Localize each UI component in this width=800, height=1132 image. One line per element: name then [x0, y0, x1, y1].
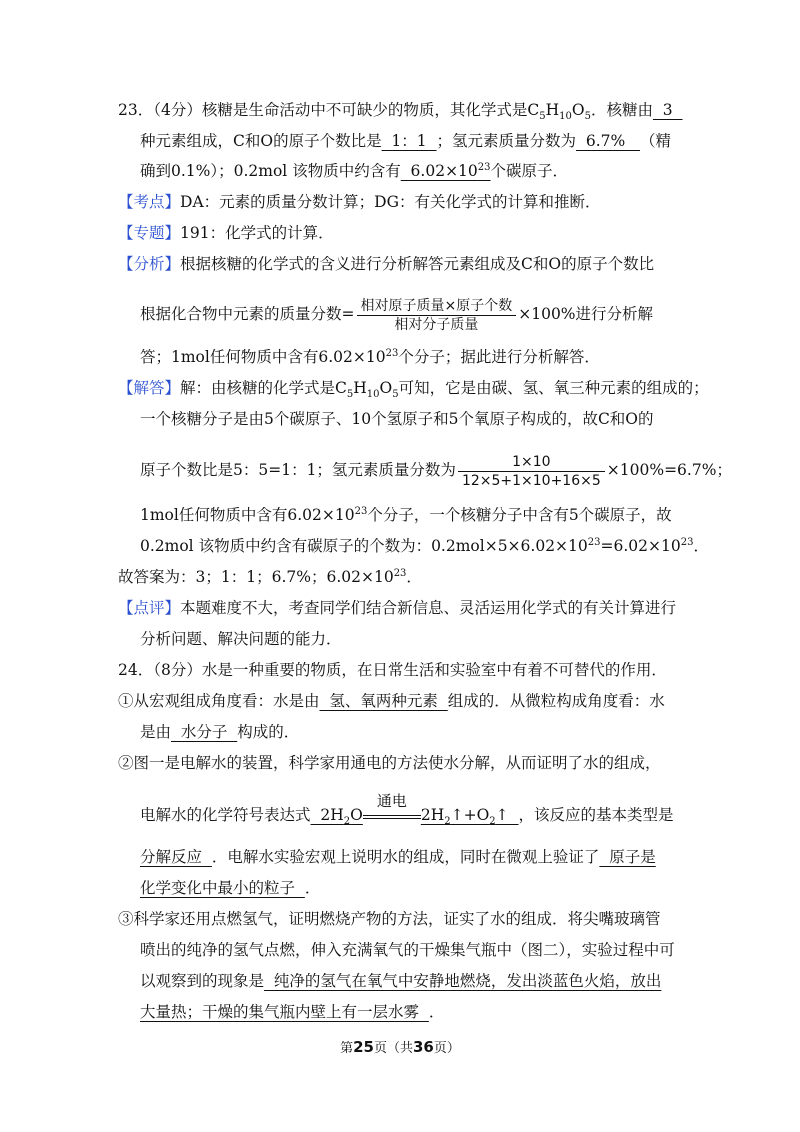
jieda-text: O [379, 379, 393, 397]
q23-jieda-line2 [140, 408, 654, 430]
eq-reactant: 2H [310, 806, 344, 824]
subscript: 5 [392, 389, 399, 401]
q23-sub: 5 [539, 111, 546, 123]
q24-text: ，该反应的基本类型是 [518, 806, 674, 824]
mass-fraction-formula [357, 297, 517, 334]
q23-line2 [140, 130, 671, 152]
electrolysis-equation [310, 792, 519, 828]
q24-text: ．电解水实验宏观上说明水的组成，同时在微观上验证了 [211, 848, 600, 866]
jieda-text: 0.2mol 该物质中约含有碳原子的个数为：0.2mol×5×6.02×10 [140, 537, 588, 555]
q24-part2-line3 [140, 846, 656, 868]
footer-text: 第 [340, 1041, 354, 1056]
equation-line [363, 815, 421, 816]
jieda-text: 1mol任何物质中含有6.02×10 [140, 506, 355, 524]
q24-answer-elements: 氢、氧两种元素 [319, 692, 448, 710]
formula-numerator: 1×10 [458, 453, 605, 472]
q24-answer-molecule: 水分子 [171, 723, 238, 741]
eq-product: ↑ [495, 806, 519, 824]
q23-kaodian [118, 191, 600, 213]
q23-intro: 23．（4分）核糖是生命活动中不可缺少的物质，其化学式是C [118, 101, 540, 119]
q23-sub: 10 [559, 111, 572, 123]
fenxi-text: 根据核糖的化学式的含义进行分析解答元素组成及C和O的原子个数比 [180, 255, 655, 273]
q23-text: 确到0.1%）；0.2mol 该物质中约含有 [140, 162, 401, 180]
q24-text: 构成的． [237, 723, 300, 741]
q23-jieda-line4 [140, 504, 672, 526]
q23-sub: 5 [584, 111, 591, 123]
reaction-condition-arrow [363, 792, 421, 826]
q24-part1-line1 [118, 690, 665, 712]
q23-line1 [118, 99, 683, 121]
dianping-text: 分析问题、解决问题的能力． [140, 630, 342, 648]
eq-product: ↑+O [450, 806, 490, 824]
q24-intro: 24．（8分）水是一种重要的物质，在日常生活和实验室中有着不可替代的作用． [118, 661, 667, 679]
q23-jieda-line5 [140, 535, 709, 557]
q23-text: H [545, 101, 560, 119]
dianping-tag: 【点评】 [118, 599, 181, 617]
q23-fenxi-line1 [118, 253, 654, 275]
q24-text: 以观察到的现象是 [140, 972, 265, 990]
eq-reactant: O [350, 806, 363, 824]
page-footer [0, 1037, 800, 1056]
q24-part3-line2 [140, 939, 675, 961]
eq-product: 2H [420, 806, 445, 824]
exponent: 23 [385, 347, 399, 359]
exponent: 23 [354, 505, 368, 517]
equation-line [363, 818, 421, 819]
q23-dianping-line2 [140, 628, 342, 650]
q23-text: ；氢元素质量分数为 [436, 132, 577, 150]
q23-fenxi-line3 [140, 346, 600, 368]
fenxi-text: ×100%进行分析解 [518, 305, 654, 323]
q24-answer-phenomenon-cont: 大量热；干燥的集气瓶内壁上有一层水雾 [140, 1003, 429, 1021]
q23-text: 个碳原子． [490, 162, 569, 180]
q24-answer-phenomenon: 纯净的氢气在氧气中安静地燃烧，发出淡蓝色火焰，放出 [264, 972, 662, 990]
fenxi-text: 答；1mol任何物质中含有6.02×10 [140, 348, 386, 366]
q23-dianping-line1 [118, 597, 676, 619]
dianping-text: 本题难度不大，考查同学们结合新信息、灵活运用化学式的有关计算进行 [180, 599, 677, 617]
subscript: 2 [489, 816, 496, 828]
q23-zhuanti [118, 222, 334, 244]
jieda-text: H [353, 379, 367, 397]
q23-answer-element-count: 3 [652, 101, 683, 119]
jieda-text: 个分子，一个核糖分子中含有5个碳原子，故 [367, 506, 672, 524]
q24-text: ③科学家还用点燃氢气，证明燃烧产物的方法，证实了水的组成．将尖嘴玻璃管 [118, 910, 661, 928]
jieda-text: ． [693, 537, 709, 555]
q23-jieda-line1 [118, 377, 709, 399]
q23-jieda-line3 [140, 452, 732, 490]
exponent: 23 [393, 567, 407, 579]
jieda-text: 解：由核糖的化学式是C [180, 379, 347, 397]
q24-text: 组成的．从微粒构成角度看：水 [447, 692, 665, 710]
exponent: 23 [587, 536, 601, 548]
q24-head [118, 659, 667, 681]
q24-part3-line3 [140, 970, 661, 992]
q23-answer-ratio: 1：1 [381, 132, 437, 150]
q23-final-answer [118, 566, 422, 588]
reaction-condition: 通电 [376, 792, 407, 810]
hydrogen-fraction-formula [458, 453, 605, 490]
q24-text: ． [304, 879, 321, 897]
q24-answer-atom: 原子是 [599, 848, 656, 866]
page-total: 36 [413, 1038, 434, 1056]
jieda-text: ×100%=6.7%； [606, 461, 732, 479]
jieda-text: 一个核糖分子是由5个碳原子、10个氢原子和5个氧原子构成的，故C和O的 [140, 410, 654, 428]
exponent: 23 [680, 536, 694, 548]
q24-part2-line2 [140, 792, 674, 828]
q24-text: ． [428, 1003, 445, 1021]
q24-text: 喷出的纯净的氢气点燃，伸入充满氧气的干燥集气瓶中（图二），实验过程中可 [140, 941, 675, 959]
subscript: 5 [346, 389, 354, 401]
footer-text: 页（共 [373, 1041, 413, 1056]
q23-text: 种元素组成，C和O的原子个数比是 [140, 132, 382, 150]
q24-part2-line4 [140, 877, 320, 899]
q24-text: ②图一是电解水的装置，科学家用通电的方法使水分解，从而证明了水的组成， [118, 754, 661, 772]
jieda-tag: 【解答】 [118, 379, 181, 397]
q24-text: 是由 [140, 723, 172, 741]
zhuanti-tag: 【专题】 [118, 224, 181, 242]
q23-answer-base: 6.02×10 [400, 162, 478, 180]
q24-text: ①从宏观组成角度看：水是由 [118, 692, 320, 710]
zhuanti-text: 191：化学式的计算． [180, 224, 334, 242]
answer-text: 故答案为：3；1：1；6.7%；6.02×10 [118, 568, 394, 586]
q24-part3-line1 [118, 908, 661, 930]
jieda-text: 原子个数比是5：5=1：1；氢元素质量分数为 [140, 461, 456, 479]
kaodian-tag: 【考点】 [118, 193, 181, 211]
q24-answer-atom-cont: 化学变化中最小的粒子 [140, 879, 305, 897]
answer-text: ． [406, 568, 422, 586]
subscript: 2 [343, 816, 351, 828]
formula-denominator: 12×5+1×10+16×5 [461, 472, 601, 489]
q24-part3-line4 [140, 1001, 444, 1023]
subscript: 2 [444, 816, 451, 828]
subscript: 10 [366, 389, 380, 401]
fenxi-text: 根据化合物中元素的质量分数= [140, 305, 355, 323]
kaodian-text: DA：元素的质量分数计算；DG：有关化学式的计算和推断． [180, 193, 601, 211]
q23-text: O [571, 101, 585, 119]
fenxi-text: 个分子；据此进行分析解答． [398, 348, 600, 366]
q23-answer-exp: 23 [477, 161, 491, 173]
jieda-text: 可知，它是由碳、氢、氧三种元素的组成的； [398, 379, 709, 397]
q23-line3 [140, 160, 568, 182]
footer-text: 页） [433, 1041, 460, 1056]
q23-answer-mass-fraction: 6.7% [576, 132, 641, 150]
q23-text: （精 [640, 132, 672, 150]
formula-numerator: 相对原子质量×原子个数 [357, 297, 517, 316]
q23-answer-atom-count [401, 162, 491, 180]
q24-part2-line1 [118, 752, 661, 774]
jieda-text: =6.02×10 [600, 537, 681, 555]
q23-fenxi-line2 [140, 296, 653, 334]
q24-text: 电解水的化学符号表达式 [140, 806, 311, 824]
q23-text: ．核糖由 [590, 101, 653, 119]
q24-answer-reaction-type: 分解反应 [140, 848, 212, 866]
fenxi-tag: 【分析】 [118, 255, 181, 273]
q24-part1-line2 [140, 721, 299, 743]
formula-denominator: 相对分子质量 [394, 316, 479, 333]
page-number: 25 [353, 1038, 374, 1056]
